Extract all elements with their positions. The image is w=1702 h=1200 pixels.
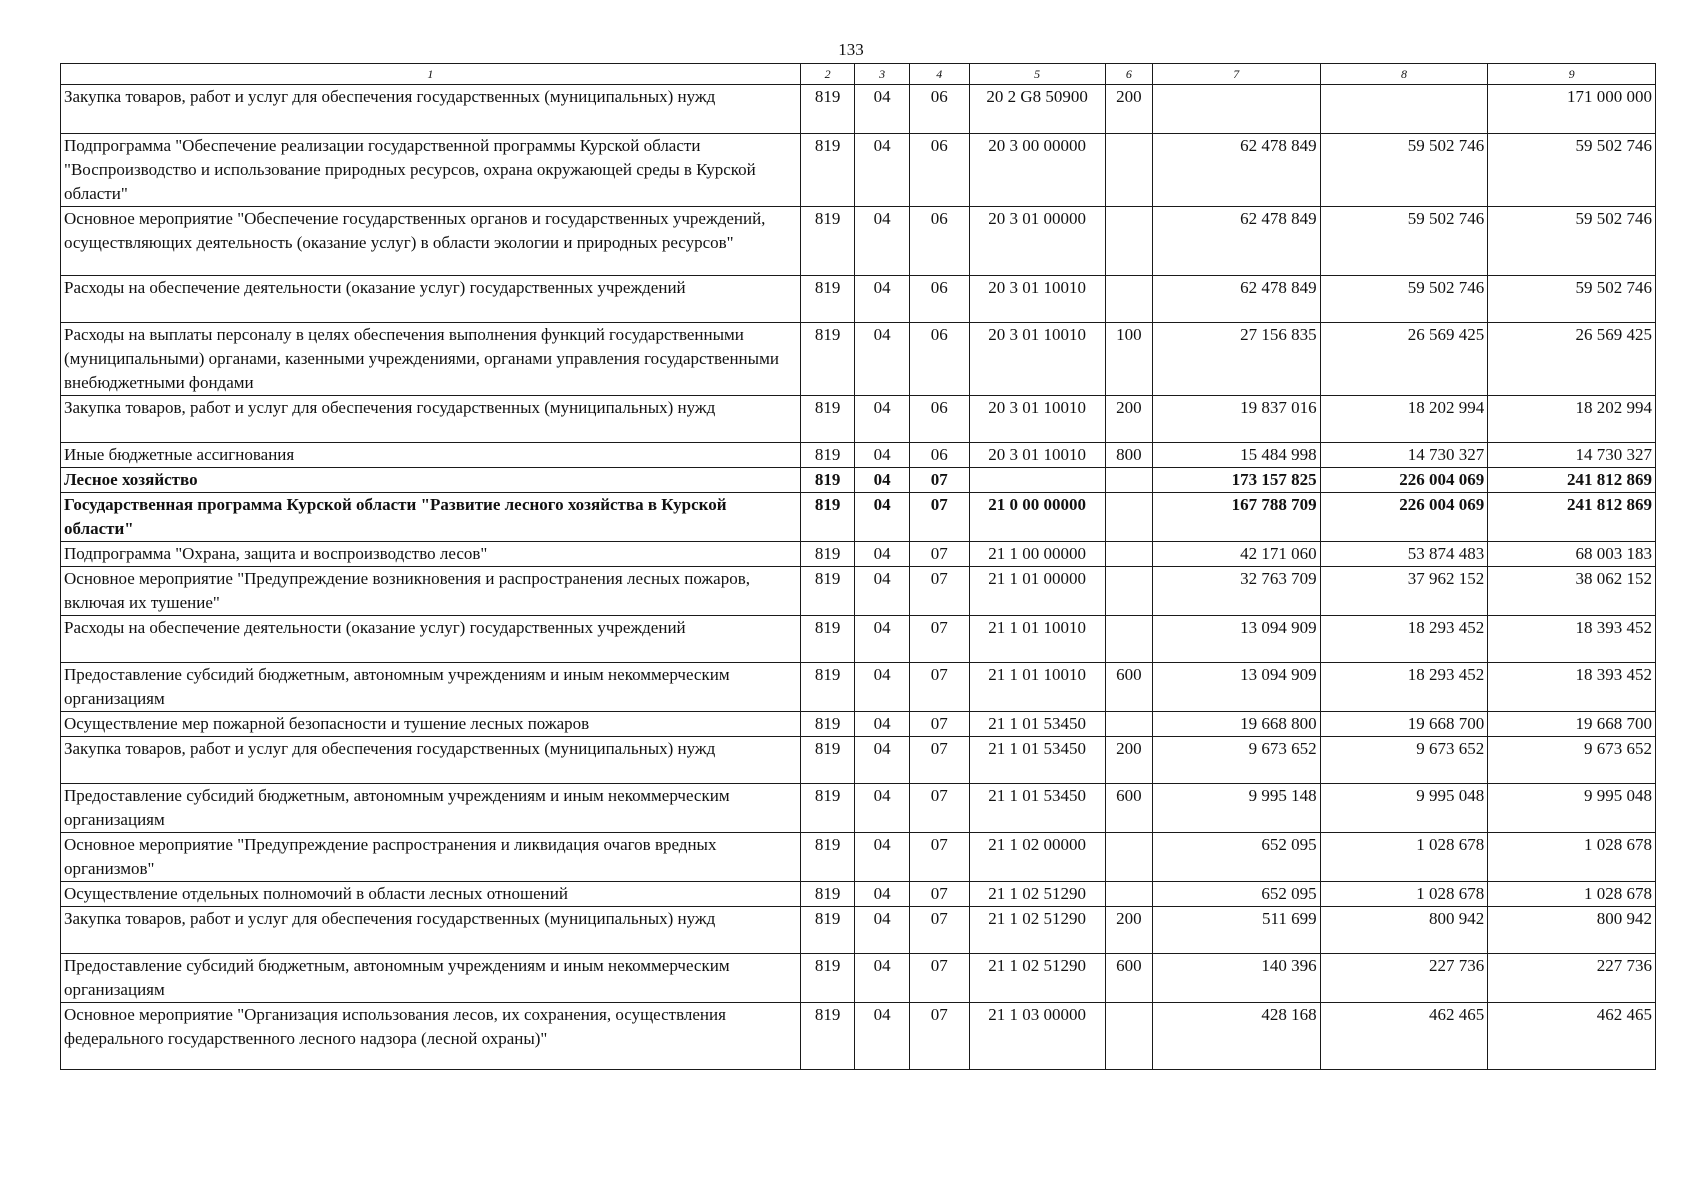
subsection-code: 07 [909,1003,969,1070]
target-article-code: 20 3 01 10010 [969,396,1105,443]
amount-col7: 173 157 825 [1152,468,1320,493]
section-code: 04 [855,712,909,737]
amount-col7: 9 995 148 [1152,784,1320,833]
target-article-code: 20 3 01 00000 [969,207,1105,276]
target-article-code: 21 1 02 51290 [969,954,1105,1003]
amount-col7: 13 094 909 [1152,663,1320,712]
table-row [61,1003,1656,1070]
column-number: 8 [1320,64,1488,85]
item-name: Основное мероприятие "Предупреждение распространения и ликвидация очагов вредных организмов" [61,833,801,882]
item-name: Основное мероприятие "Организация использования лесов, их сохранения, осуществления федерального государственного лесного надзора (лесной охраны)" [61,1003,801,1070]
expense-type-code [1105,134,1152,207]
table-row [61,276,1656,323]
amount-col8: 226 004 069 [1320,468,1488,493]
amount-col7 [1152,85,1320,134]
subsection-code: 06 [909,323,969,396]
expense-type-code [1105,1003,1152,1070]
table-row [61,567,1656,616]
ministry-code: 819 [800,134,854,207]
target-article-code: 21 1 01 00000 [969,567,1105,616]
ministry-code: 819 [800,784,854,833]
amount-col8: 53 874 483 [1320,542,1488,567]
table-row [61,542,1656,567]
item-name: Иные бюджетные ассигнования [61,443,801,468]
section-code: 04 [855,737,909,784]
amount-col9: 9 673 652 [1488,737,1656,784]
amount-col9: 18 202 994 [1488,396,1656,443]
subsection-code: 07 [909,567,969,616]
item-name: Расходы на обеспечение деятельности (оказание услуг) государственных учреждений [61,276,801,323]
amount-col7: 15 484 998 [1152,443,1320,468]
amount-col7: 652 095 [1152,833,1320,882]
amount-col9: 38 062 152 [1488,567,1656,616]
ministry-code: 819 [800,882,854,907]
amount-col9: 59 502 746 [1488,207,1656,276]
amount-col8: 462 465 [1320,1003,1488,1070]
ministry-code: 819 [800,443,854,468]
amount-col8: 18 202 994 [1320,396,1488,443]
amount-col8: 18 293 452 [1320,616,1488,663]
item-name: Осуществление мер пожарной безопасности и тушение лесных пожаров [61,712,801,737]
expense-type-code: 200 [1105,907,1152,954]
subsection-code: 06 [909,276,969,323]
ministry-code: 819 [800,493,854,542]
amount-col7: 652 095 [1152,882,1320,907]
subsection-code: 07 [909,712,969,737]
column-number-row [61,64,1656,85]
target-article-code: 20 3 01 10010 [969,323,1105,396]
target-article-code: 21 1 02 51290 [969,882,1105,907]
item-name: Основное мероприятие "Предупреждение возникновения и распространения лесных пожаров, включая их тушение" [61,567,801,616]
amount-col7: 19 668 800 [1152,712,1320,737]
item-name: Расходы на обеспечение деятельности (оказание услуг) государственных учреждений [61,616,801,663]
subsection-code: 06 [909,396,969,443]
amount-col8: 37 962 152 [1320,567,1488,616]
section-code: 04 [855,468,909,493]
expense-type-code [1105,468,1152,493]
page-number: 133 [838,40,864,59]
amount-col8: 226 004 069 [1320,493,1488,542]
expense-type-code [1105,567,1152,616]
expense-type-code [1105,833,1152,882]
section-code: 04 [855,396,909,443]
subsection-code: 06 [909,134,969,207]
table-row [61,493,1656,542]
amount-col8: 19 668 700 [1320,712,1488,737]
amount-col7: 62 478 849 [1152,134,1320,207]
amount-col9: 18 393 452 [1488,616,1656,663]
amount-col8: 1 028 678 [1320,833,1488,882]
table-row [61,712,1656,737]
table-body [61,64,1656,1070]
column-number: 7 [1152,64,1320,85]
amount-col7: 167 788 709 [1152,493,1320,542]
section-code: 04 [855,907,909,954]
item-name: Государственная программа Курской области "Развитие лесного хозяйства в Курской области" [61,493,801,542]
subsection-code: 07 [909,663,969,712]
amount-col7: 42 171 060 [1152,542,1320,567]
amount-col7: 428 168 [1152,1003,1320,1070]
amount-col7: 27 156 835 [1152,323,1320,396]
section-code: 04 [855,85,909,134]
target-article-code: 21 1 01 53450 [969,784,1105,833]
target-article-code: 20 3 01 10010 [969,276,1105,323]
item-name: Закупка товаров, работ и услуг для обеспечения государственных (муниципальных) нужд [61,737,801,784]
amount-col8: 26 569 425 [1320,323,1488,396]
target-article-code: 20 3 00 00000 [969,134,1105,207]
expense-type-code [1105,542,1152,567]
amount-col9: 9 995 048 [1488,784,1656,833]
target-article-code: 21 1 01 53450 [969,712,1105,737]
amount-col9: 227 736 [1488,954,1656,1003]
amount-col7: 9 673 652 [1152,737,1320,784]
amount-col7: 32 763 709 [1152,567,1320,616]
ministry-code: 819 [800,907,854,954]
expense-type-code: 600 [1105,954,1152,1003]
budget-table [60,63,1656,1070]
amount-col9: 14 730 327 [1488,443,1656,468]
section-code: 04 [855,323,909,396]
amount-col7: 13 094 909 [1152,616,1320,663]
column-number: 3 [855,64,909,85]
expense-type-code [1105,493,1152,542]
ministry-code: 819 [800,1003,854,1070]
table-row [61,443,1656,468]
section-code: 04 [855,207,909,276]
item-name: Закупка товаров, работ и услуг для обеспечения государственных (муниципальных) нужд [61,85,801,134]
item-name: Предоставление субсидий бюджетным, автономным учреждениям и иным некоммерческим организациям [61,954,801,1003]
expense-type-code: 600 [1105,663,1152,712]
item-name: Закупка товаров, работ и услуг для обеспечения государственных (муниципальных) нужд [61,907,801,954]
amount-col8: 59 502 746 [1320,134,1488,207]
amount-col9: 59 502 746 [1488,276,1656,323]
section-code: 04 [855,134,909,207]
ministry-code: 819 [800,954,854,1003]
subsection-code: 07 [909,616,969,663]
expense-type-code [1105,712,1152,737]
section-code: 04 [855,493,909,542]
section-code: 04 [855,567,909,616]
column-number: 2 [800,64,854,85]
column-number: 1 [61,64,801,85]
expense-type-code: 600 [1105,784,1152,833]
table-row [61,954,1656,1003]
amount-col9: 171 000 000 [1488,85,1656,134]
amount-col8: 1 028 678 [1320,882,1488,907]
target-article-code: 21 1 01 10010 [969,616,1105,663]
table-row [61,833,1656,882]
amount-col8 [1320,85,1488,134]
expense-type-code: 200 [1105,396,1152,443]
section-code: 04 [855,663,909,712]
table-row [61,663,1656,712]
ministry-code: 819 [800,323,854,396]
section-code: 04 [855,616,909,663]
amount-col7: 62 478 849 [1152,207,1320,276]
target-article-code [969,468,1105,493]
ministry-code: 819 [800,663,854,712]
section-code: 04 [855,443,909,468]
amount-col9: 18 393 452 [1488,663,1656,712]
item-name: Закупка товаров, работ и услуг для обеспечения государственных (муниципальных) нужд [61,396,801,443]
amount-col8: 800 942 [1320,907,1488,954]
subsection-code: 06 [909,85,969,134]
expense-type-code: 100 [1105,323,1152,396]
amount-col8: 59 502 746 [1320,276,1488,323]
target-article-code: 21 0 00 00000 [969,493,1105,542]
ministry-code: 819 [800,276,854,323]
table-row [61,134,1656,207]
table-row [61,882,1656,907]
item-name: Лесное хозяйство [61,468,801,493]
column-number: 5 [969,64,1105,85]
amount-col7: 19 837 016 [1152,396,1320,443]
section-code: 04 [855,276,909,323]
amount-col9: 1 028 678 [1488,833,1656,882]
item-name: Подпрограмма "Охрана, защита и воспроизводство лесов" [61,542,801,567]
table-row [61,85,1656,134]
expense-type-code: 200 [1105,737,1152,784]
target-article-code: 20 3 01 10010 [969,443,1105,468]
expense-type-code [1105,616,1152,663]
amount-col8: 9 995 048 [1320,784,1488,833]
target-article-code: 21 1 00 00000 [969,542,1105,567]
expense-type-code: 200 [1105,85,1152,134]
subsection-code: 07 [909,737,969,784]
amount-col9: 59 502 746 [1488,134,1656,207]
table-row [61,907,1656,954]
section-code: 04 [855,833,909,882]
ministry-code: 819 [800,396,854,443]
ministry-code: 819 [800,833,854,882]
amount-col7: 62 478 849 [1152,276,1320,323]
amount-col9: 800 942 [1488,907,1656,954]
amount-col8: 18 293 452 [1320,663,1488,712]
ministry-code: 819 [800,85,854,134]
amount-col9: 19 668 700 [1488,712,1656,737]
amount-col9: 26 569 425 [1488,323,1656,396]
amount-col7: 140 396 [1152,954,1320,1003]
item-name: Осуществление отдельных полномочий в области лесных отношений [61,882,801,907]
target-article-code: 20 2 G8 50900 [969,85,1105,134]
item-name: Предоставление субсидий бюджетным, автономным учреждениям и иным некоммерческим организациям [61,663,801,712]
target-article-code: 21 1 01 10010 [969,663,1105,712]
amount-col9: 241 812 869 [1488,493,1656,542]
subsection-code: 07 [909,542,969,567]
ministry-code: 819 [800,468,854,493]
amount-col9: 68 003 183 [1488,542,1656,567]
amount-col8: 9 673 652 [1320,737,1488,784]
target-article-code: 21 1 02 51290 [969,907,1105,954]
table-row [61,323,1656,396]
section-code: 04 [855,882,909,907]
table-row [61,737,1656,784]
ministry-code: 819 [800,567,854,616]
subsection-code: 07 [909,468,969,493]
ministry-code: 819 [800,616,854,663]
subsection-code: 07 [909,907,969,954]
column-number: 6 [1105,64,1152,85]
amount-col8: 227 736 [1320,954,1488,1003]
amount-col7: 511 699 [1152,907,1320,954]
subsection-code: 07 [909,954,969,1003]
column-number: 9 [1488,64,1656,85]
target-article-code: 21 1 01 53450 [969,737,1105,784]
target-article-code: 21 1 02 00000 [969,833,1105,882]
table-row [61,616,1656,663]
subsection-code: 07 [909,833,969,882]
table-row [61,396,1656,443]
amount-col9: 462 465 [1488,1003,1656,1070]
target-article-code: 21 1 03 00000 [969,1003,1105,1070]
ministry-code: 819 [800,542,854,567]
ministry-code: 819 [800,207,854,276]
item-name: Подпрограмма "Обеспечение реализации государственной программы Курской области "Воспроизводство и использование природных ресурсов, охрана окружающей среды в Курской области" [61,134,801,207]
expense-type-code: 800 [1105,443,1152,468]
section-code: 04 [855,542,909,567]
item-name: Основное мероприятие "Обеспечение государственных органов и государственных учреждений, осуществляющих деятельность (оказание услуг) в области экологии и природных ресурсов" [61,207,801,276]
expense-type-code [1105,276,1152,323]
subsection-code: 07 [909,882,969,907]
item-name: Предоставление субсидий бюджетным, автономным учреждениям и иным некоммерческим организациям [61,784,801,833]
column-number: 4 [909,64,969,85]
amount-col8: 14 730 327 [1320,443,1488,468]
subsection-code: 06 [909,443,969,468]
subsection-code: 07 [909,493,969,542]
amount-col9: 241 812 869 [1488,468,1656,493]
ministry-code: 819 [800,737,854,784]
expense-type-code [1105,882,1152,907]
section-code: 04 [855,1003,909,1070]
expense-type-code [1105,207,1152,276]
table-row [61,207,1656,276]
table-row [61,468,1656,493]
amount-col9: 1 028 678 [1488,882,1656,907]
item-name: Расходы на выплаты персоналу в целях обеспечения выполнения функций государственными (муниципальными) органами, казенными учреждениями, органами управления государственными внебюджетными фондами [61,323,801,396]
ministry-code: 819 [800,712,854,737]
amount-col8: 59 502 746 [1320,207,1488,276]
section-code: 04 [855,954,909,1003]
subsection-code: 06 [909,207,969,276]
table-row [61,784,1656,833]
subsection-code: 07 [909,784,969,833]
section-code: 04 [855,784,909,833]
